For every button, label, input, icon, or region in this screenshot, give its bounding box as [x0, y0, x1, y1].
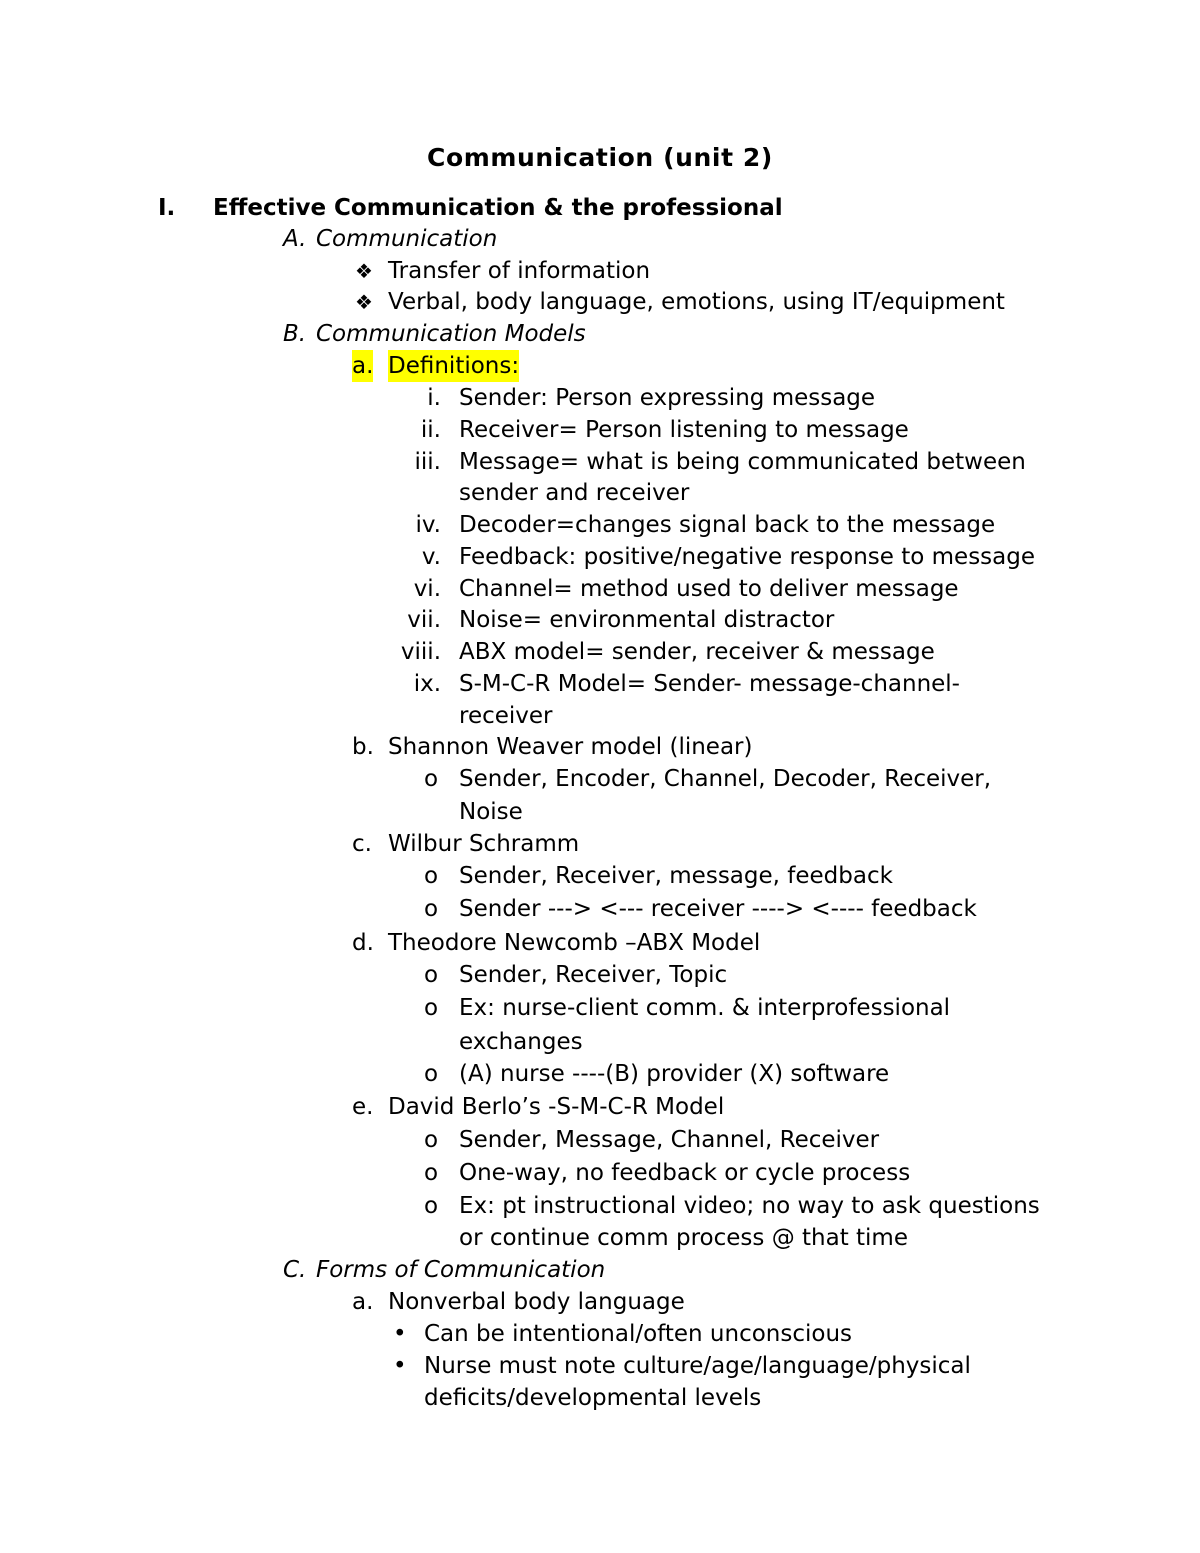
line-text: Sender, Receiver, Topic	[459, 962, 728, 988]
list-marker: vi.	[413, 576, 441, 602]
bullet-item	[0, 286, 1200, 318]
line-text: Noise= environmental distractor	[459, 607, 835, 633]
section-heading	[0, 192, 1200, 224]
list-marker: iv.	[415, 512, 441, 538]
outline-item	[0, 828, 1200, 860]
list-marker: o	[424, 766, 439, 792]
line-text: ABX model= sender, receiver & message	[459, 639, 935, 665]
list-marker: viii.	[400, 639, 441, 665]
list-marker: o	[424, 1061, 439, 1087]
list-item-continuation	[0, 1026, 1200, 1058]
outline-item	[0, 350, 1200, 382]
list-marker: o	[424, 863, 439, 889]
line-text: exchanges	[459, 1029, 583, 1055]
list-marker: ❖	[355, 290, 373, 314]
list-marker: o	[424, 896, 439, 922]
line-text: Transfer of information	[388, 258, 651, 284]
list-marker: C.	[283, 1257, 307, 1283]
list-marker: v.	[421, 544, 441, 570]
bullet-item	[0, 255, 1200, 287]
subsection-heading	[0, 1254, 1200, 1286]
definition-item	[0, 414, 1200, 446]
line-text: Theodore Newcomb –ABX Model	[388, 930, 761, 956]
list-marker: I.	[158, 195, 176, 221]
list-item-continuation	[0, 796, 1200, 828]
list-item	[0, 1157, 1200, 1189]
line-text: Ex: pt instructional video; no way to ask questions	[459, 1193, 1040, 1219]
definition-item	[0, 573, 1200, 605]
line-text: Feedback: positive/negative response to message	[459, 544, 1035, 570]
bullet-item-continuation	[0, 1382, 1200, 1414]
line-text: Ex: nurse-client comm. & interprofessional	[459, 995, 951, 1021]
bullet-item	[0, 1350, 1200, 1382]
list-marker: a.	[352, 350, 373, 382]
line-text: Sender ---> <--- receiver ----> <---- feedback	[459, 896, 977, 922]
definition-item	[0, 668, 1200, 700]
definition-continuation	[0, 700, 1200, 732]
list-item	[0, 1124, 1200, 1156]
line-text: Sender: Person expressing message	[459, 385, 876, 411]
line-text: sender and receiver	[459, 480, 690, 506]
list-item	[0, 959, 1200, 991]
line-text: or continue comm process @ that time	[459, 1225, 908, 1251]
list-marker: o	[424, 1160, 439, 1186]
line-text: Can be intentional/often unconscious	[424, 1321, 853, 1347]
list-marker: ii.	[420, 417, 441, 443]
line-text: Sender, Encoder, Channel, Decoder, Receiver,	[459, 766, 992, 792]
list-item	[0, 893, 1200, 925]
line-text: Communication Models	[316, 321, 586, 347]
line-text: (A) nurse ----(B) provider (X) software	[459, 1061, 890, 1087]
line-text: Nurse must note culture/age/language/physical	[424, 1353, 971, 1379]
line-text: Decoder=changes signal back to the message	[459, 512, 996, 538]
outline-item	[0, 1091, 1200, 1123]
definition-item	[0, 446, 1200, 478]
list-marker: iii.	[414, 449, 441, 475]
list-marker: o	[424, 1127, 439, 1153]
list-marker: B.	[283, 321, 307, 347]
bullet-item	[0, 1318, 1200, 1350]
list-marker: a.	[352, 1289, 374, 1315]
line-text: Channel= method used to deliver message	[459, 576, 959, 602]
list-marker: b.	[352, 734, 374, 760]
definition-item	[0, 509, 1200, 541]
line-text: receiver	[459, 703, 553, 729]
definition-item	[0, 382, 1200, 414]
definition-continuation	[0, 477, 1200, 509]
definition-item	[0, 541, 1200, 573]
list-marker: d.	[352, 930, 374, 956]
list-marker: o	[424, 995, 439, 1021]
list-marker: o	[424, 1193, 439, 1219]
line-text: Communication	[316, 226, 498, 252]
line-text: Forms of Communication	[316, 1257, 606, 1283]
list-item	[0, 992, 1200, 1024]
list-marker: ix.	[413, 671, 441, 697]
line-text: Wilbur Schramm	[388, 831, 580, 857]
line-text: Message= what is being communicated between	[459, 449, 1026, 475]
document-title	[0, 141, 1200, 175]
list-marker: e.	[352, 1094, 374, 1120]
line-text: Sender, Receiver, message, feedback	[459, 863, 893, 889]
line-text: Sender, Message, Channel, Receiver	[459, 1127, 880, 1153]
list-marker: i.	[427, 385, 441, 411]
outline-item	[0, 927, 1200, 959]
line-text: Nonverbal body language	[388, 1289, 685, 1315]
list-item-continuation	[0, 1222, 1200, 1254]
definition-item	[0, 636, 1200, 668]
line-text: Definitions:	[388, 350, 519, 382]
line-text: S-M-C-R Model= Sender- message-channel-	[459, 671, 960, 697]
line-text: Effective Communication & the professional	[213, 195, 783, 221]
definition-item	[0, 604, 1200, 636]
line-text: Verbal, body language, emotions, using IT/equipment	[388, 289, 1005, 315]
list-item	[0, 1058, 1200, 1090]
list-marker: A.	[283, 226, 307, 252]
outline-item	[0, 731, 1200, 763]
list-marker: vii.	[407, 607, 441, 633]
list-marker: c.	[352, 831, 372, 857]
subsection-heading	[0, 318, 1200, 350]
list-item	[0, 1190, 1200, 1222]
list-marker: •	[393, 1353, 407, 1379]
line-text: Shannon Weaver model (linear)	[388, 734, 753, 760]
list-marker: •	[393, 1321, 407, 1347]
line-text: One-way, no feedback or cycle process	[459, 1160, 911, 1186]
list-item	[0, 763, 1200, 795]
line-text: Receiver= Person listening to message	[459, 417, 909, 443]
list-marker: o	[424, 962, 439, 988]
list-item	[0, 860, 1200, 892]
list-marker: ❖	[355, 259, 373, 283]
outline-item	[0, 1286, 1200, 1318]
line-text: David Berlo’s -S-M-C-R Model	[388, 1094, 725, 1120]
line-text: Noise	[459, 799, 523, 825]
line-text: deficits/developmental levels	[424, 1385, 762, 1411]
subsection-heading	[0, 223, 1200, 255]
title-text: Communication (unit 2)	[427, 143, 773, 172]
